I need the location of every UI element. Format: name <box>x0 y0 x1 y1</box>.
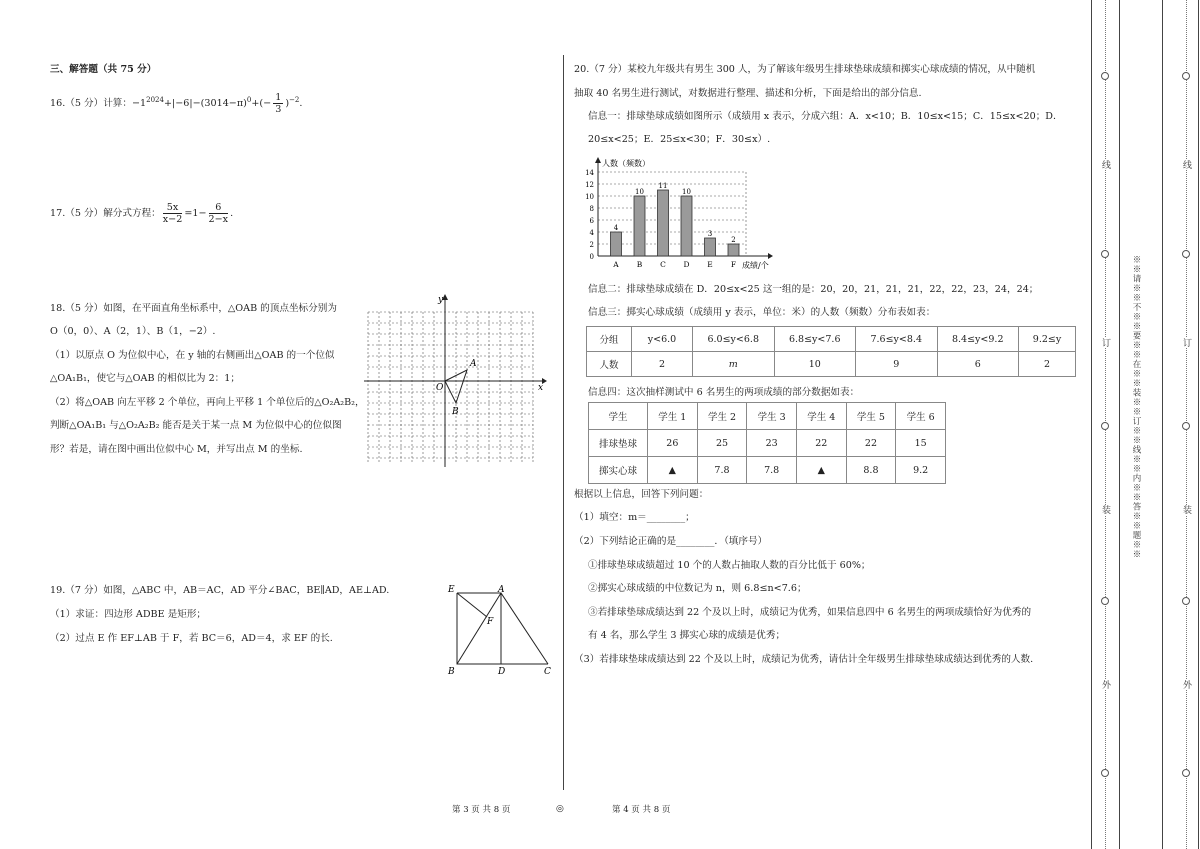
table-cell: 9.2≤y <box>1019 327 1076 352</box>
binding-notice: ※※请※※不※※要※※在※※装※※订※※线※※内※※答※※题※※ <box>1131 255 1141 559</box>
binding-line <box>1119 0 1120 849</box>
bar-value-label: 4 <box>613 224 619 232</box>
bar <box>681 196 692 256</box>
q18-line: 18.（5 分）如图，在平面直角坐标系中，△OAB 的顶点坐标分别为 <box>50 303 337 314</box>
chart-ylabel: 人数（频数） <box>602 159 650 168</box>
table-cell: 人数 <box>587 352 632 377</box>
q20-info1: 20≤x<25；E．25≤x<30；F．30≤x）. <box>588 134 771 145</box>
table-cell: 2 <box>632 352 693 377</box>
q20-question-line: （1）填空：m＝________； <box>574 512 695 523</box>
bar <box>658 190 669 256</box>
table-cell: 分组 <box>587 327 632 352</box>
q20-info4: 信息四：这次抽样测试中 6 名男生的两项成绩的部分数据如表： <box>588 387 860 398</box>
table-cell: 15 <box>896 430 946 457</box>
y-tick-label: 6 <box>589 217 594 225</box>
binding-mark: 订 <box>1100 338 1110 348</box>
bar-chart <box>574 156 784 274</box>
q19-line: 19.（7 分）如图，△ABC 中，AB＝AC，AD 平分∠BAC，BE∥AD，AE⊥AD. <box>50 585 390 596</box>
point-a-label: A <box>470 359 477 369</box>
table-cell: 学生 6 <box>896 403 946 430</box>
binding-mark: 外 <box>1181 680 1191 690</box>
label-a: A <box>498 585 505 595</box>
q19-line: （2）过点 E 作 EF⊥AB 于 F，若 BC＝6，AD＝4，求 EF 的长. <box>50 633 333 644</box>
binding-hole-icon <box>1182 250 1190 258</box>
q18-line: △OA₁B₁，使它与△OAB 的相似比为 2：1； <box>50 373 240 384</box>
y-tick-label: 0 <box>589 253 594 261</box>
question-16: 16.（5 分）计算：$-1^{2024}+|-6|-(3014-\pi)^0+(-$ $\frac{1}{3}$ )$^{-2}$. <box>50 92 303 115</box>
bar <box>705 238 716 256</box>
table-cell: m <box>693 352 775 377</box>
binding-mark: 外 <box>1100 680 1110 690</box>
question-17: 17.（5 分）解分式方程： $\frac{5x}{x-2}$ =1− $\frac{6}{2-x}$ . <box>50 202 234 225</box>
binding-hole-icon <box>1182 72 1190 80</box>
q20-line: 抽取 40 名男生进行测试，对数据进行整理、描述和分析，下面是给出的部分信息. <box>574 88 922 99</box>
x-tick-label: F <box>730 260 737 269</box>
q20-question-line: 有 4 名，那么学生 3 掷实心球的成绩是优秀； <box>588 630 786 641</box>
binding-line <box>1091 0 1092 849</box>
x-tick-label: B <box>636 260 643 269</box>
q18-line: O（0，0）、A（2，1）、B（1，−2）. <box>50 326 216 337</box>
bar-value-label: 10 <box>635 188 644 196</box>
binding-hole-icon <box>1182 769 1190 777</box>
chart-xlabel: 成绩/个 <box>742 261 769 270</box>
table-cell: 6.0≤y<6.8 <box>693 327 775 352</box>
binding-line <box>1198 0 1199 849</box>
table-row <box>589 403 946 430</box>
label-b: B <box>448 667 455 677</box>
table-cell: 26 <box>648 430 698 457</box>
q20-info2: 信息二：排球垫球成绩在 D．20≤x<25 这一组的是：20，20，21，21，21，22，22，23，24，24； <box>588 284 1039 295</box>
table-row <box>589 430 946 457</box>
binding-mark: 装 <box>1100 505 1110 515</box>
binding-hole-icon <box>1101 72 1109 80</box>
coordinate-grid-figure <box>362 292 547 467</box>
bar <box>728 244 739 256</box>
label-d: D <box>498 667 506 677</box>
q20-question-line: （3）若排球垫球成绩达到 22 个及以上时，成绩记为优秀，请估计全年级男生排球垫球成绩达到优秀的人数. <box>574 654 1034 665</box>
table-cell: 23 <box>747 430 797 457</box>
binding-mark: 订 <box>1181 338 1191 348</box>
y-tick-label: 8 <box>589 205 594 213</box>
table-cell: 9 <box>856 352 938 377</box>
binding-mark: 装 <box>1181 505 1191 515</box>
x-axis-arrow-icon <box>768 253 773 259</box>
table-cell: 22 <box>846 430 896 457</box>
binding-mark: 线 <box>1100 160 1110 170</box>
section-title: 三、解答题（共 75 分） <box>50 64 157 75</box>
footer-divider-mark: ◎ <box>556 804 564 814</box>
table-cell: ▲ <box>796 457 846 484</box>
binding-line <box>1162 0 1163 849</box>
binding-hole-icon <box>1182 597 1190 605</box>
bar-value-label: 3 <box>707 230 713 238</box>
q18-line: 判断△OA₁B₁ 与△O₂A₂B₂ 能否是关于某一点 M 为位似中心的位似图 <box>50 420 342 431</box>
y-tick-label: 14 <box>585 169 594 177</box>
x-tick-label: C <box>660 260 666 269</box>
label-c: C <box>544 667 551 677</box>
y-axis-arrow-icon <box>595 157 601 163</box>
table-cell: 7.8 <box>747 457 797 484</box>
table-cell: 8.8 <box>846 457 896 484</box>
y-tick-label: 10 <box>585 193 594 201</box>
q18-line: （2）将△OAB 向左平移 2 个单位，再向上平移 1 个单位后的△O₂A₂B₂， <box>50 397 365 408</box>
x-tick-label: D <box>683 260 690 269</box>
point-o-label: O <box>436 383 444 393</box>
q20-question-line: 根据以上信息，回答下列问题： <box>574 489 709 500</box>
table-cell: 6 <box>937 352 1019 377</box>
q20-question-line: ①排球垫球成绩超过 10 个的人数占抽取人数的百分比低于 60%； <box>588 560 871 571</box>
table-cell: 9.2 <box>896 457 946 484</box>
table-cell: ▲ <box>648 457 698 484</box>
triangle-rectangle-figure <box>444 582 556 678</box>
q20-info1: 信息一：排球垫球成绩如图所示（成绩用 x 表示，分成六组：A．x<10；B．10≤x<15；C．15≤x<20；D． <box>588 111 1063 122</box>
table-row <box>589 457 946 484</box>
table-row <box>587 352 1076 377</box>
binding-hole-icon <box>1101 769 1109 777</box>
bar-value-label: 10 <box>682 188 691 196</box>
table-cell: 7.6≤y<8.4 <box>856 327 938 352</box>
table-cell: 学生 1 <box>648 403 698 430</box>
q20-question-line: ③若排球垫球成绩达到 22 个及以上时，成绩记为优秀，如果信息四中 6 名男生的两项成绩恰好为优秀的 <box>588 607 1032 618</box>
bar <box>634 196 645 256</box>
y-tick-label: 2 <box>589 241 594 249</box>
x-tick-label: A <box>613 260 619 269</box>
q20-question-line: ②掷实心球成绩的中位数记为 n，则 6.8≤n<7.6； <box>588 583 807 594</box>
bar-value-label: 11 <box>658 182 668 190</box>
binding-hole-icon <box>1101 250 1109 258</box>
label-e: E <box>448 585 455 595</box>
page-divider <box>563 55 564 790</box>
table-cell: 25 <box>697 430 747 457</box>
bar <box>611 232 622 256</box>
binding-hole-icon <box>1101 422 1109 430</box>
table-cell: 2 <box>1019 352 1076 377</box>
table-cell: 学生 4 <box>796 403 846 430</box>
table-cell: 学生 3 <box>747 403 797 430</box>
table-cell: 10 <box>774 352 856 377</box>
throw-frequency-table <box>586 326 1076 377</box>
table-cell: 22 <box>796 430 846 457</box>
x-tick-label: E <box>707 260 713 269</box>
y-tick-label: 12 <box>585 181 594 189</box>
q20-line: 20.（7 分）某校九年级共有男生 300 人，为了解该年级男生排球垫球成绩和掷实心球成绩的情况，从中随机 <box>574 64 1036 75</box>
label-f: F <box>487 617 494 627</box>
table-cell: 7.8 <box>697 457 747 484</box>
q19-line: （1）求证：四边形 ADBE 是矩形； <box>50 609 207 620</box>
axis-x-label: x <box>538 383 544 393</box>
q18-line: （1）以原点 O 为位似中心，在 y 轴的右侧画出△OAB 的一个位似 <box>50 350 335 361</box>
table-cell: 排球垫球 <box>589 430 648 457</box>
table-cell: 学生 5 <box>846 403 896 430</box>
q18-line: 形？若是，请在图中画出位似中心 M，并写出点 M 的坐标. <box>50 444 303 455</box>
binding-mark: 线 <box>1181 160 1191 170</box>
table-cell: 掷实心球 <box>589 457 648 484</box>
table-cell: y<6.0 <box>632 327 693 352</box>
table-cell: 学生 2 <box>697 403 747 430</box>
students-score-table <box>588 402 946 484</box>
footer-page-left: 第 3 页 共 8 页 <box>452 805 511 815</box>
axis-y-label: y <box>438 295 444 305</box>
table-cell: 6.8≤y<7.6 <box>774 327 856 352</box>
table-row <box>587 327 1076 352</box>
y-tick-label: 4 <box>589 229 594 237</box>
q20-question-line: （2）下列结论正确的是________．（填序号） <box>574 536 768 547</box>
bar-value-label: 2 <box>731 236 736 244</box>
table-cell: 学生 <box>589 403 648 430</box>
binding-hole-icon <box>1101 597 1109 605</box>
footer-page-right: 第 4 页 共 8 页 <box>612 805 671 815</box>
q20-info3: 信息三：掷实心球成绩（成绩用 y 表示，单位：米）的人数（频数）分布表如表： <box>588 307 936 318</box>
point-b-label: B <box>452 407 459 417</box>
table-cell: 8.4≤y<9.2 <box>937 327 1019 352</box>
binding-hole-icon <box>1182 422 1190 430</box>
